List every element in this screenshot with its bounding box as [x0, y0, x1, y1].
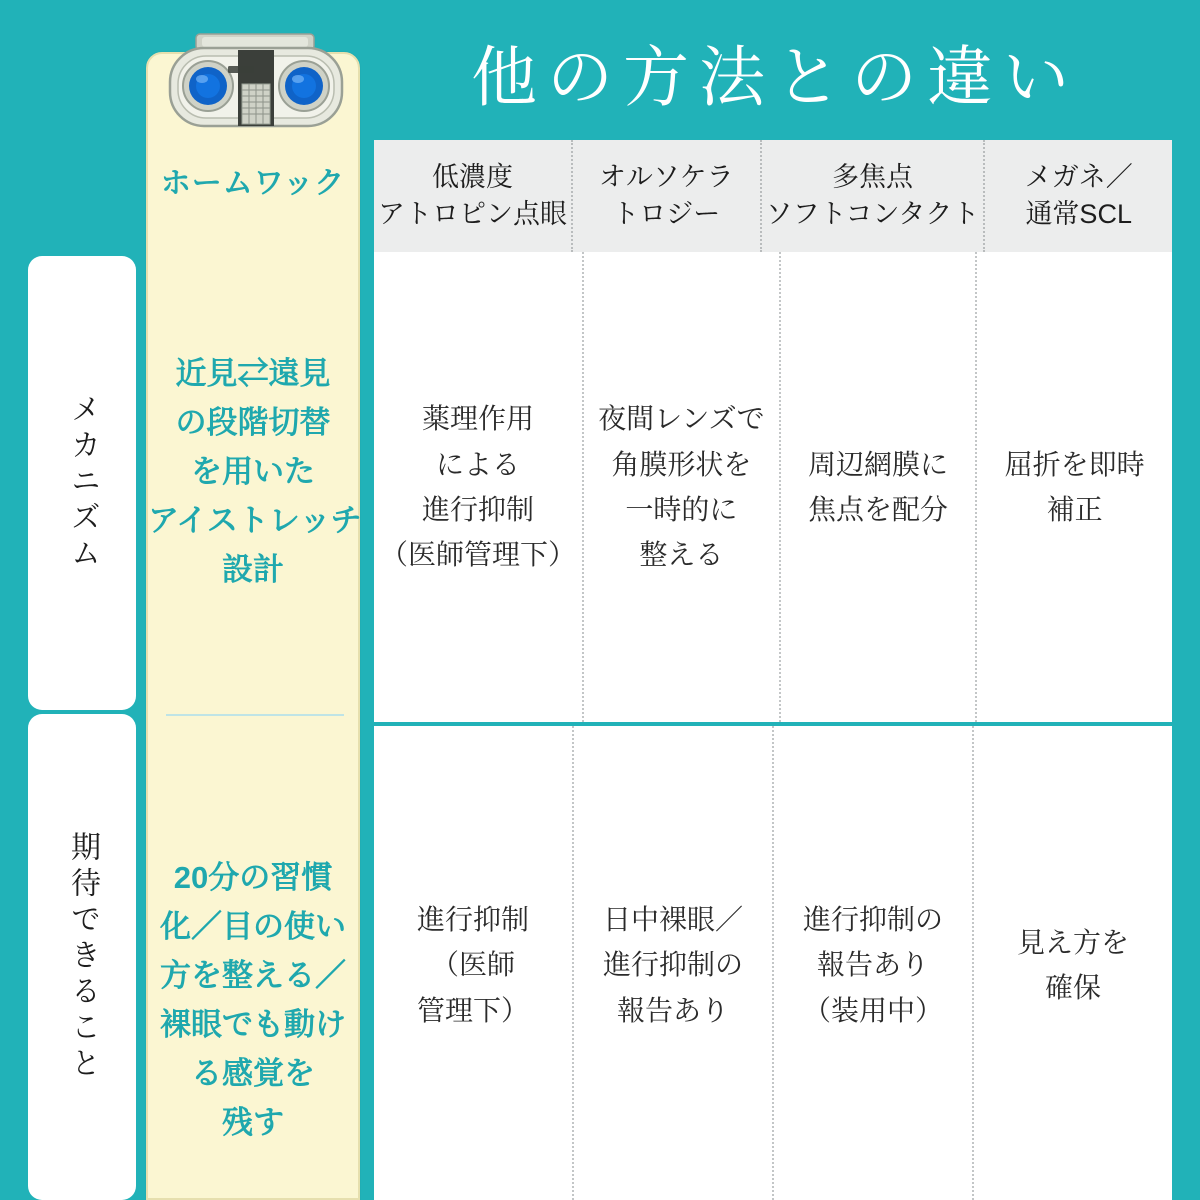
- header-line: 多焦点: [832, 162, 913, 193]
- row-label-text: 期待できること: [66, 831, 99, 1083]
- cell-line: 確保: [1044, 972, 1101, 1003]
- cell-line: 管理下）: [416, 994, 529, 1026]
- cell-line: 進行抑制の: [802, 903, 943, 935]
- header-line: メガネ／: [1024, 162, 1133, 193]
- cell-line: 見え方を: [1016, 926, 1129, 958]
- cell-line: （装用中）: [802, 994, 943, 1026]
- cell-line: 裸眼でも動け: [160, 1006, 346, 1042]
- cell-line: の段階切替: [175, 404, 331, 440]
- header-line: 低濃度: [432, 162, 513, 193]
- cell-line: 屈折を即時: [1004, 448, 1145, 480]
- highlight-cell-expectations: [148, 854, 358, 1148]
- highlight-divider: [166, 714, 344, 716]
- cell-expectations-orthokeratology: [574, 726, 774, 1200]
- cell-line: 20分の習慣: [173, 860, 333, 895]
- column-header-multifocal-soft-contact: [762, 140, 986, 252]
- row-label-mechanism: [28, 256, 136, 710]
- cell-line: アイストレッチ: [148, 502, 362, 538]
- column-header-glasses-scl: [985, 140, 1172, 252]
- cell-expectations-multifocal: [774, 726, 974, 1200]
- cell-line: 進行抑制の: [602, 949, 743, 981]
- header-line: トロジー: [612, 199, 721, 229]
- cell-line: （医師: [430, 949, 515, 981]
- highlight-column-homewac: [146, 52, 360, 1200]
- column-header-orthokeratology: [573, 140, 762, 252]
- cell-mechanism-orthokeratology: [584, 252, 781, 722]
- cell-line: る感覚を: [191, 1055, 315, 1091]
- cell-expectations-glasses: [974, 726, 1172, 1200]
- cell-line: 一時的に: [625, 494, 738, 525]
- cell-line: 残す: [222, 1104, 284, 1140]
- header-line: アトロピン点眼: [378, 199, 567, 229]
- row-label-text: メカニズム: [66, 393, 99, 573]
- row-label-expectations: [28, 714, 136, 1200]
- cell-mechanism-glasses: [977, 252, 1172, 722]
- header-line: ソフトコンタクト: [765, 199, 980, 229]
- page-title: 他の方法との違い: [471, 42, 1079, 115]
- cell-line: 進行抑制: [422, 494, 535, 525]
- cell-line: 夜間レンズで: [598, 403, 765, 435]
- cell-mechanism-multifocal: [781, 252, 978, 722]
- cell-line: 整える: [639, 539, 724, 571]
- cell-line: 補正: [1046, 494, 1103, 525]
- cell-line: 方を整える／: [160, 957, 346, 993]
- cell-line: 周辺網膜に: [807, 448, 948, 480]
- cell-line: （医師管理下）: [380, 539, 577, 571]
- header-line: 通常SCL: [1025, 199, 1132, 229]
- cell-line: 角膜形状を: [611, 448, 752, 480]
- highlight-column-title: ホームワック: [160, 167, 346, 200]
- table-header-row: [374, 140, 1172, 252]
- cell-line: 日中裸眼／: [602, 903, 743, 935]
- cell-line: 設計: [222, 551, 284, 587]
- vr-device-icon: [158, 30, 354, 140]
- column-header-atropine: [374, 140, 573, 252]
- table-row: [374, 252, 1172, 722]
- cell-line: 化／目の使い: [160, 908, 346, 944]
- comparison-table: [374, 140, 1172, 1200]
- cell-expectations-atropine: [374, 726, 574, 1200]
- cell-line: を用いた: [191, 453, 315, 489]
- cell-line: による: [436, 448, 521, 480]
- table-row: [374, 726, 1172, 1200]
- highlight-cell-mechanism: [148, 350, 362, 595]
- cell-line: 報告あり: [816, 949, 929, 981]
- cell-line: 近見⇄遠見: [175, 356, 331, 391]
- cell-mechanism-atropine: [374, 252, 584, 722]
- header-line: オルソケラ: [598, 162, 734, 193]
- cell-line: 薬理作用: [422, 403, 535, 435]
- cell-line: 報告あり: [616, 994, 729, 1026]
- cell-line: 焦点を配分: [807, 494, 948, 525]
- cell-line: 進行抑制: [416, 903, 529, 935]
